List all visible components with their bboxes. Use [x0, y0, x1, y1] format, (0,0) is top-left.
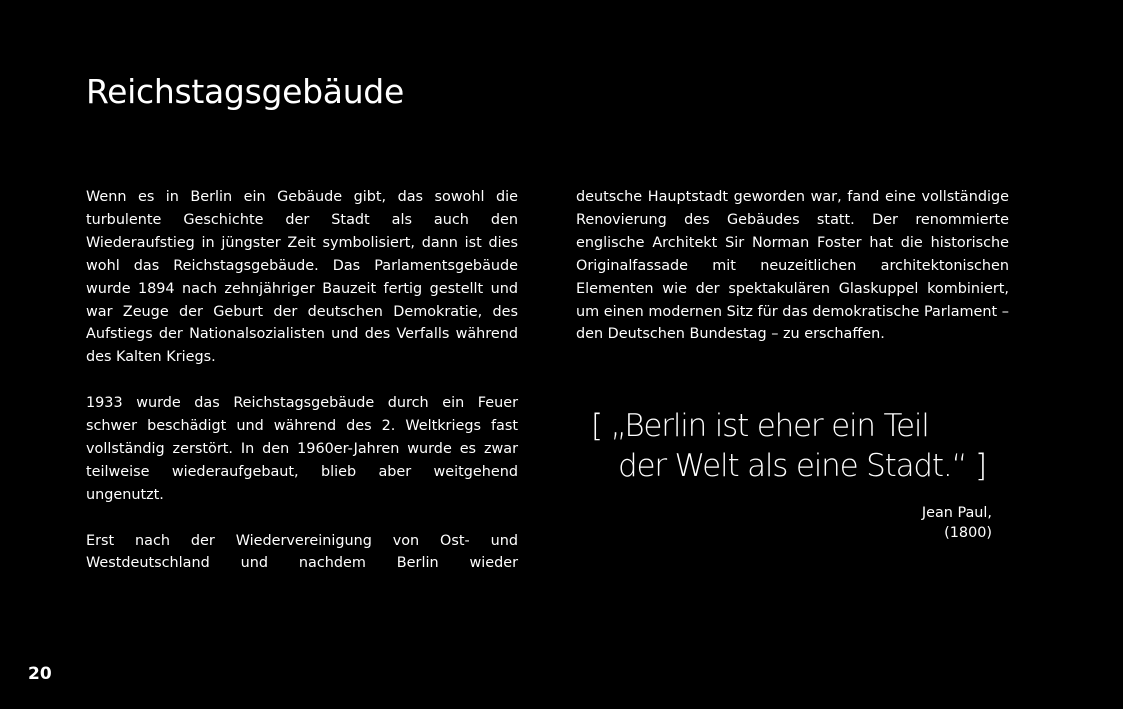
page-number: 20 — [28, 664, 52, 684]
paragraph: Wenn es in Berlin ein Gebäude gibt, das sowohl die turbulente Geschichte der Stadt als auch den Wiederaufstieg in jüngster Zeit symbolisiert, dann ist dies wohl das Reichstagsgebäude. Das Parlamentsgebäude wurde 1894 nach zehnjähriger Bauzeit fertig gestellt und war Zeuge der Geburt der deutschen Demokratie, des Aufstiegs der Nationalsozialisten und des Verfalls während des Kalten Kriegs. — [86, 189, 518, 366]
right-text-column — [576, 186, 1009, 369]
quote-line-2-wrapper — [591, 446, 986, 486]
quote-line-2: der Welt als eine Stadt.“ — [618, 448, 967, 484]
quote-attribution — [922, 503, 992, 543]
quote-year: (1800) — [944, 525, 992, 541]
quote-author: Jean Paul, — [921, 505, 992, 521]
paragraph: Erst nach der Wiedervereinigung von Ost- und Westdeutschland und nachdem Berlin wieder — [86, 532, 518, 572]
quote-close-bracket: ] — [974, 448, 986, 484]
paragraph: 1933 wurde das Reichstagsgebäude durch ein Feuer schwer beschädigt und während des 2. Weltkriegs fast vollständig zerstört. In den 1960er-Jahren wurde es zwar teilweise wiederaufgebaut, blieb aber weitgehend ungenutzt. — [86, 395, 518, 503]
page-title: Reichstagsgebäude — [86, 72, 404, 111]
quote-open-bracket: [ — [591, 408, 602, 444]
left-text-column — [86, 186, 518, 598]
paragraph: deutsche Hauptstadt geworden war, fand eine vollständige Renovierung des Gebäudes statt. Der renommierte englische Architekt Sir Norman Foster hat die historische Originalfassade mit neuzeitlichen architektonischen Elementen wie der spektakulären Glaskuppel kombiniert, um einen modernen Sitz für das demokratische Parlament – den Deutschen Bundestag – zu erschaffen. — [576, 189, 1009, 343]
quote-line-1: „Berlin ist eher ein Teil — [610, 408, 929, 444]
pull-quote — [591, 406, 986, 486]
